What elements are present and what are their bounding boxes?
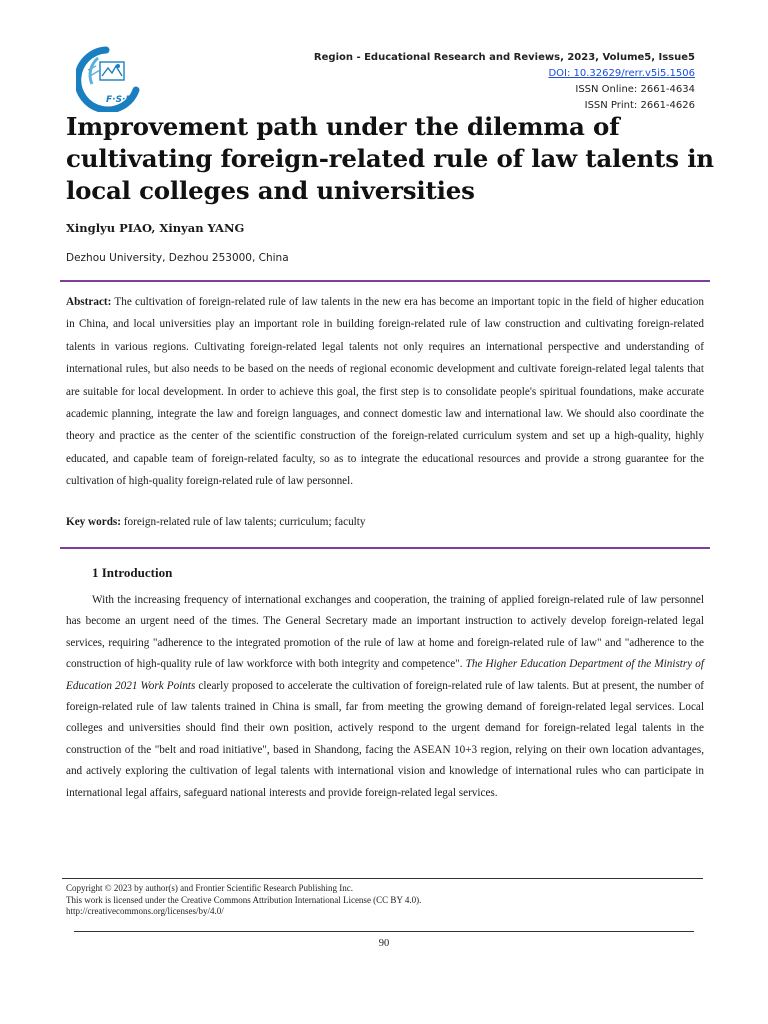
section-heading-introduction: 1 Introduction (92, 565, 173, 580)
introduction-paragraph (66, 590, 704, 804)
fsp-logo-icon (76, 46, 158, 112)
intro-italic-title: The Higher Education Department of the Ministry of Education 2021 Work Points (66, 658, 705, 692)
keywords-label: Key words: (66, 516, 121, 528)
divider-top (60, 280, 710, 282)
intro-text-before: With the increasing frequency of international exchanges and cooperation, the training of applied foreign-related rule of law personnel has become an urgent need of the times. The General Secretary made an important instruction to actively develop foreign-related legal services, requiring "adherence to the integrated promotion of the rule of law at home and foreign-related rule of law" and "adherence to the construction of high-quality rule of law workforce with both integrity and competence". (66, 594, 704, 671)
affiliation: Dezhou University, Dezhou 253000, China (66, 252, 289, 264)
abstract-text: The cultivation of foreign-related rule of law talents in the new era has become an important topic in the field of higher education in China, and local universities play an important role in building foreign-related rule of law construction and cultivating foreign-related talents in various regions. Cultivating foreign-related legal talents not only requires an international perspective and understanding of international rules, but also needs to be based on the needs of regional economic development and cultivate foreign-related legal talents that are suitable for local development. In order to achieve this goal, the first step is to consolidate people's spiritual foundations, make accurate academic planning, integrate the law and foreign languages, and connect domestic law and international law. We should also coordinate the theory and practice as the center of the scientific construction of the foreign-related curriculum system and set up a high-quality, highly educated, and capable team of foreign-related faculty, so as to integrate the educational resources and provide a strong guarantee for the cultivation of high-quality foreign-related rule of law personnel. (66, 296, 704, 488)
divider-bottom (60, 547, 710, 549)
logo-text: F·S·P (106, 95, 133, 105)
keywords-text: foreign-related rule of law talents; curriculum; faculty (123, 516, 366, 528)
authors: Xinglyu PIAO, Xinyan YANG (66, 221, 245, 235)
issn-print: ISSN Print: 2661-4626 (584, 100, 695, 111)
paper-title: Improvement path under the dilemma of cultivating foreign-related rule of law talents in local colleges and universities (66, 112, 714, 205)
copyright-line: Copyright © 2023 by author(s) and Frontier Scientific Research Publishing Inc. (66, 883, 354, 893)
footnote-divider (62, 878, 703, 879)
journal-citation: Region - Educational Research and Reviews, 2023, Volume5, Issue5 (313, 52, 695, 63)
fsp-publisher-logo (76, 46, 158, 112)
abstract (66, 291, 704, 493)
license-url[interactable]: http://creativecommons.org/licenses/by/4.0/ (66, 906, 224, 916)
journal-meta (314, 50, 695, 114)
page-divider (74, 931, 694, 932)
copyright-footnote (66, 883, 706, 918)
page-number: 90 (378, 938, 390, 949)
keywords (66, 513, 704, 531)
doi-link[interactable]: DOI: 10.32629/rerr.v5i5.1506 (548, 68, 695, 79)
intro-text-after: clearly proposed to accelerate the cultivation of foreign-related rule of law talents. But at present, the number of foreign-related rule of law talents trained in China is small, far from meeting the growing demand of foreign-related legal services. Local colleges and universities should find their own position, actively respond to the urgent demand for foreign-related legal talents in the construction of the "belt and road initiative", based in Shandong, facing the ASEAN 10+3 region, relying on their own location advantages, and actively exploring the cultivation of legal talents with international vision and knowledge of international rules who can participate in international legal affairs, safeguard national interests and provide foreign-related legal services. (66, 679, 705, 799)
abstract-label: Abstract: (66, 296, 112, 308)
issn-online: ISSN Online: 2661-4634 (575, 84, 695, 95)
license-line: This work is licensed under the Creative Commons Attribution International License (CC BY 4.0). (66, 894, 422, 905)
